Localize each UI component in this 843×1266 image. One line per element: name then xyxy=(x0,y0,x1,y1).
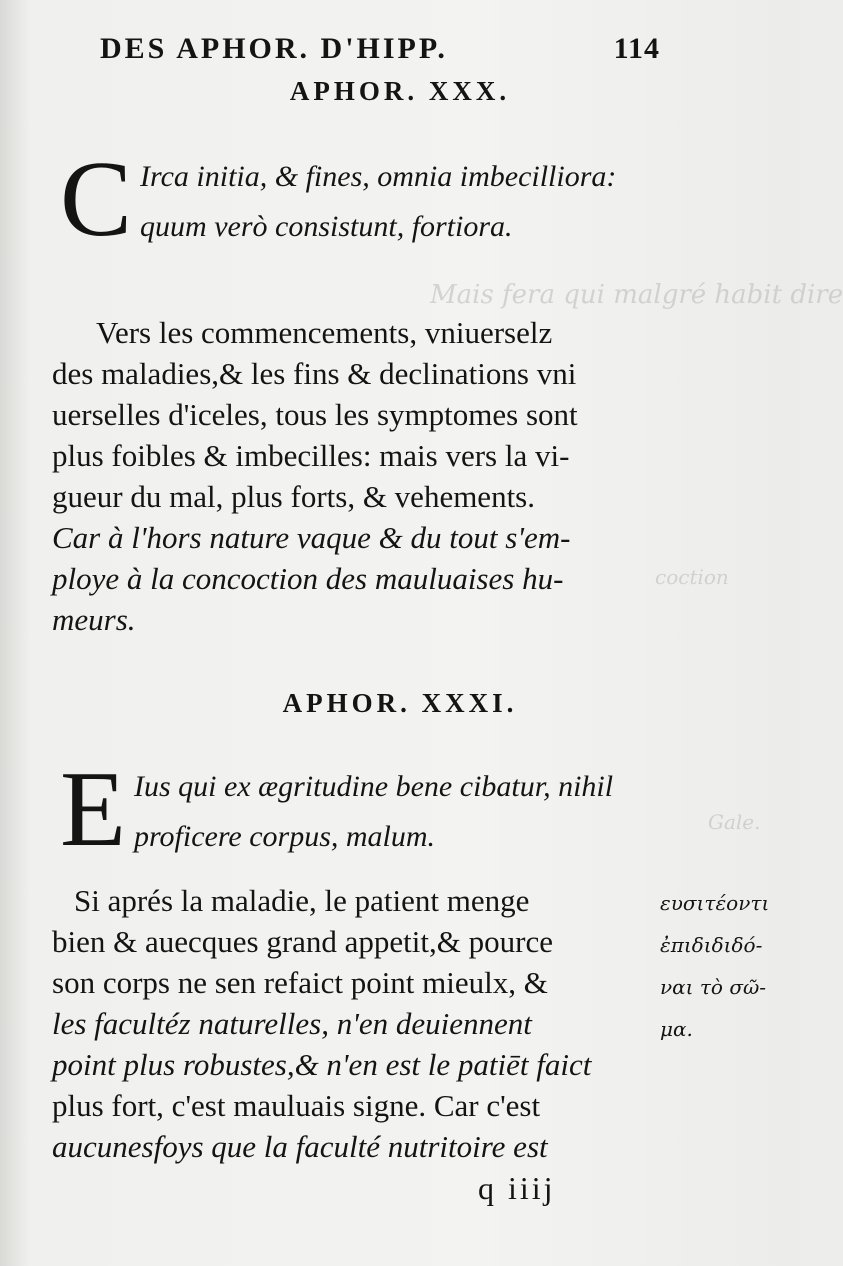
margin-note-line: ευσιτέοντι xyxy=(660,891,770,915)
french-line: les facultéz naturelles, n'en deuiennent xyxy=(52,1006,532,1041)
margin-note-line: ἐπιδιδιδό- xyxy=(660,933,763,957)
latin-text: Irca initia, & fines, omnia imbecilliora: quum verò consistunt, fortiora. xyxy=(140,160,617,243)
french-line: plus foibles & imbecilles: mais vers la vi- xyxy=(52,438,570,473)
french-line: des maladies,& les fins & declinations vni xyxy=(52,356,577,391)
bleed-through-text: Mais fera qui malgré habit dire xyxy=(430,280,843,310)
french-line: Car à l'hors nature vaque & du tout s'em- xyxy=(52,520,571,555)
french-line: gueur du mal, plus forts, & vehements. xyxy=(52,479,535,514)
french-line: bien & auecques grand appetit,& pource xyxy=(52,924,553,959)
french-line: ploye à la concoction des mauluaises hu- xyxy=(52,561,564,596)
page-number: 114 xyxy=(613,32,660,65)
margin-note-line: μα. xyxy=(660,1017,693,1041)
aphorism-31-french xyxy=(52,880,644,1167)
bleed-through-text: coction xyxy=(655,565,729,589)
latin-text: Ius qui ex ægritudine bene cibatur, nihil proficere corpus, malum. xyxy=(133,770,614,853)
margin-note-greek xyxy=(660,882,800,1050)
french-line: son corps ne sen refaict point mieulx, & xyxy=(52,965,548,1000)
bleed-through-text: Gale. xyxy=(708,810,761,834)
drop-cap: C xyxy=(60,140,133,259)
french-line: point plus robustes,& n'en est le patiēt faict xyxy=(52,1047,592,1082)
french-line: meurs. xyxy=(52,602,136,637)
aphorism-30-heading: APHOR. XXX. xyxy=(289,76,511,106)
french-line: uerselles d'iceles, tous les symptomes sont xyxy=(52,397,578,432)
french-line: aucunesfoys que la faculté nutritoire est xyxy=(52,1129,548,1164)
aphorism-30-french xyxy=(52,312,644,640)
french-line: Vers les commencements, vniuerselz xyxy=(96,315,553,350)
drop-cap: E xyxy=(60,750,126,869)
french-line: Si aprés la maladie, le patient menge xyxy=(74,883,530,918)
running-head-title: DES APHOR. D'HIPP. xyxy=(100,32,448,65)
signature-mark: q iiij xyxy=(478,1170,556,1206)
french-line: plus fort, c'est mauluais signe. Car c'est xyxy=(52,1088,541,1123)
aphorism-31-heading: APHOR. XXXI. xyxy=(282,688,518,718)
aphorism-31-latin xyxy=(60,750,645,869)
aphorism-30-latin xyxy=(60,140,645,259)
margin-note-line: ναι τὸ σῶ- xyxy=(660,975,767,999)
